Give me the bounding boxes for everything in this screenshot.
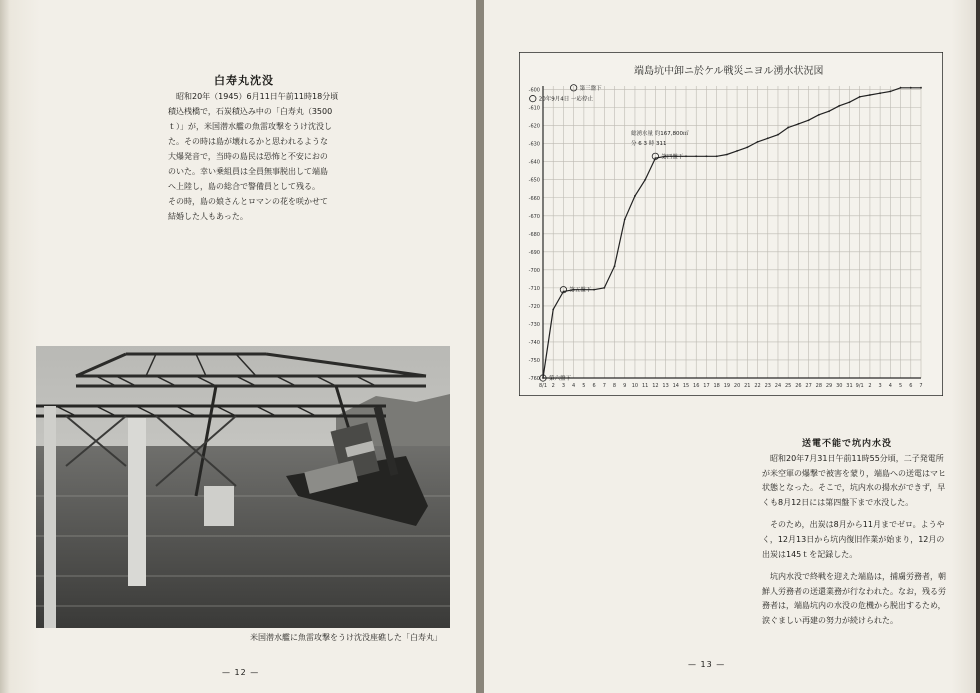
data-point bbox=[920, 87, 922, 89]
data-point bbox=[695, 155, 697, 157]
data-point bbox=[828, 110, 830, 112]
flooding-chart bbox=[519, 52, 943, 396]
data-point bbox=[859, 96, 861, 98]
x-tick-label: 29 bbox=[825, 383, 833, 389]
body-line: 積込桟橋で，石炭積込み中の「白寿丸（3500 bbox=[168, 107, 333, 116]
y-tick-label: -640 bbox=[528, 159, 540, 166]
photo-caption: 米国潜水艦に魚雷攻撃をうけ沈没座礁した「白寿丸」 bbox=[250, 633, 442, 642]
x-tick-label: 14 bbox=[672, 383, 679, 389]
x-tick-label: 28 bbox=[815, 383, 823, 389]
y-tick-label: -700 bbox=[528, 267, 540, 274]
data-point bbox=[787, 127, 789, 129]
y-tick-label: -710 bbox=[528, 285, 540, 292]
body-line: 大爆発音で，当時の島民は恐怖と不安におの bbox=[168, 152, 328, 161]
body-line: ｔ）」が，米国潜水艦の魚雷攻撃をうけ沈没し bbox=[168, 122, 332, 131]
x-tick-label: 19 bbox=[723, 383, 731, 389]
body-line: 昭和20年（1945）6月11日午前11時18分頃 bbox=[176, 92, 339, 101]
data-point bbox=[849, 101, 851, 103]
annotation-label: 20年9月4日 一応停止 bbox=[538, 96, 594, 103]
data-point bbox=[614, 265, 616, 267]
data-point bbox=[736, 150, 738, 152]
x-tick-label: 17 bbox=[703, 383, 710, 389]
x-tick-label: 2 bbox=[551, 383, 555, 389]
body-line: 結婚した人もあった。 bbox=[168, 212, 248, 221]
data-point bbox=[552, 309, 554, 311]
data-point bbox=[706, 155, 708, 157]
x-tick-label: 31 bbox=[846, 383, 853, 389]
x-tick-label: 8 bbox=[612, 383, 617, 389]
x-tick-label: 30 bbox=[836, 383, 843, 389]
body-paragraph: 昭和20年7月31日午前11時55分頃，二子発電所が米空軍の爆撃で被害を蒙り，端島への送電はマヒ状態となった。そこで，坑内水の揚水ができず，早くも8月12日には第四盤下まで水没した。 bbox=[762, 454, 946, 507]
data-point bbox=[767, 137, 769, 139]
x-tick-label: 6 bbox=[592, 383, 596, 389]
data-point bbox=[726, 154, 728, 156]
x-tick-label: 24 bbox=[774, 383, 782, 389]
annotation-label: 第六盤下 bbox=[549, 376, 572, 382]
x-tick-label: 25 bbox=[785, 383, 792, 389]
data-point bbox=[746, 146, 748, 148]
data-point bbox=[879, 92, 881, 94]
data-point bbox=[634, 195, 636, 197]
y-tick-label: -740 bbox=[528, 339, 540, 346]
article-body-right bbox=[762, 452, 948, 629]
x-tick-label: 20 bbox=[733, 383, 741, 389]
data-point bbox=[685, 155, 687, 157]
x-tick-label: 16 bbox=[693, 383, 700, 389]
y-tick-label: -660 bbox=[528, 195, 540, 202]
x-tick-label: 23 bbox=[764, 383, 771, 389]
body-line: た。その時は島が壊れるかと思われるような bbox=[168, 137, 328, 146]
data-point bbox=[593, 289, 595, 291]
x-tick-label: 5 bbox=[898, 383, 903, 389]
x-tick-label: 12 bbox=[652, 383, 659, 389]
data-point bbox=[889, 91, 891, 93]
x-tick-label: 2 bbox=[868, 383, 872, 389]
y-tick-label: -600 bbox=[528, 87, 540, 94]
x-tick-label: 6 bbox=[909, 383, 913, 389]
annotation-label: 第三盤下 bbox=[579, 85, 602, 92]
left-page bbox=[0, 0, 476, 693]
x-tick-label: 10 bbox=[631, 383, 639, 389]
y-tick-label: -670 bbox=[528, 213, 540, 220]
annotation-label: 第五盤下 bbox=[569, 287, 592, 294]
x-tick-label: 4 bbox=[888, 383, 892, 389]
body-paragraph: 坑内水没で終戦を迎えた端島は，捕虜労務者，朝鮮人労務者の送還業務が行なわれた。なお，残る労務者は，端島坑内の水没の危機から脱出するため，涙ぐましい再建の努力が続けられた。 bbox=[762, 572, 946, 625]
data-point bbox=[644, 179, 646, 181]
body-line: のいた。幸い乗組員は全員無事脱出して端島 bbox=[168, 167, 328, 176]
y-tick-label: -650 bbox=[528, 177, 540, 184]
annotation-label: 第四盤下 bbox=[661, 154, 684, 161]
x-tick-label: 4 bbox=[572, 383, 576, 389]
body-paragraph: そのため，出炭は8月から11月までゼロ。ようやく，12月13日から坑内復旧作業が始まり，12月の出炭は145ｔを記録した。 bbox=[762, 520, 945, 559]
x-tick-label: 13 bbox=[662, 383, 669, 389]
data-point bbox=[798, 123, 800, 125]
data-point bbox=[900, 87, 902, 89]
y-tick-label: -750 bbox=[528, 357, 540, 364]
data-point bbox=[603, 287, 605, 289]
book-spine bbox=[476, 0, 484, 693]
x-tick-label: 7 bbox=[602, 383, 606, 389]
y-tick-label: -680 bbox=[528, 231, 540, 238]
page-number-left: — 12 — bbox=[222, 668, 260, 677]
x-tick-label: 8/1 bbox=[538, 383, 548, 389]
y-tick-label: -730 bbox=[528, 321, 540, 328]
page-number-right: — 13 — bbox=[688, 660, 726, 669]
chart-title: 端島坑中卸ニ於ケル戦災ニヨル湧水状況図 bbox=[634, 66, 824, 77]
x-tick-label: 26 bbox=[795, 383, 802, 389]
body-line: その時，島の娘さんとロマンの花を咲かせて bbox=[168, 197, 328, 206]
data-point bbox=[563, 291, 565, 293]
data-point bbox=[818, 114, 820, 116]
data-point bbox=[654, 157, 656, 159]
y-tick-label: -630 bbox=[528, 141, 540, 148]
data-point bbox=[624, 218, 626, 220]
data-point bbox=[869, 94, 871, 96]
x-tick-label: 9/1 bbox=[855, 383, 864, 389]
data-point bbox=[716, 155, 718, 157]
data-point bbox=[542, 377, 544, 379]
y-tick-label: -760 bbox=[528, 376, 540, 382]
article-body-left bbox=[168, 89, 354, 224]
chart-note: 分 6 3 時 311 bbox=[631, 141, 667, 147]
data-point bbox=[910, 87, 912, 89]
x-tick-label: 3 bbox=[561, 383, 566, 389]
y-tick-label: -610 bbox=[528, 105, 540, 112]
x-tick-label: 21 bbox=[744, 383, 751, 389]
y-tick-label: -690 bbox=[528, 249, 540, 256]
body-line: へ上陸し，島の総合で警備員として残る。 bbox=[168, 182, 320, 191]
x-tick-label: 18 bbox=[713, 383, 720, 389]
y-tick-label: -720 bbox=[528, 303, 540, 310]
x-tick-label: 22 bbox=[754, 383, 761, 389]
data-point bbox=[757, 141, 759, 143]
data-point bbox=[777, 134, 779, 136]
chart-note: 総湧水量 約167,800㎥ bbox=[631, 131, 689, 137]
sunken-ship-photo bbox=[36, 346, 450, 628]
x-tick-label: 11 bbox=[641, 383, 649, 389]
y-tick-label: -620 bbox=[528, 123, 540, 130]
x-tick-label: 3 bbox=[878, 383, 882, 389]
x-tick-label: 9 bbox=[623, 383, 627, 389]
data-point bbox=[838, 105, 840, 107]
x-tick-label: 27 bbox=[805, 383, 812, 389]
x-tick-label: 15 bbox=[682, 383, 690, 389]
x-tick-label: 5 bbox=[582, 383, 586, 389]
data-point bbox=[808, 119, 810, 121]
article-title-left: 白寿丸沈没 bbox=[214, 74, 274, 87]
x-tick-label: 7 bbox=[919, 383, 923, 389]
article-title-right: 送電不能で坑内水没 bbox=[802, 439, 893, 449]
